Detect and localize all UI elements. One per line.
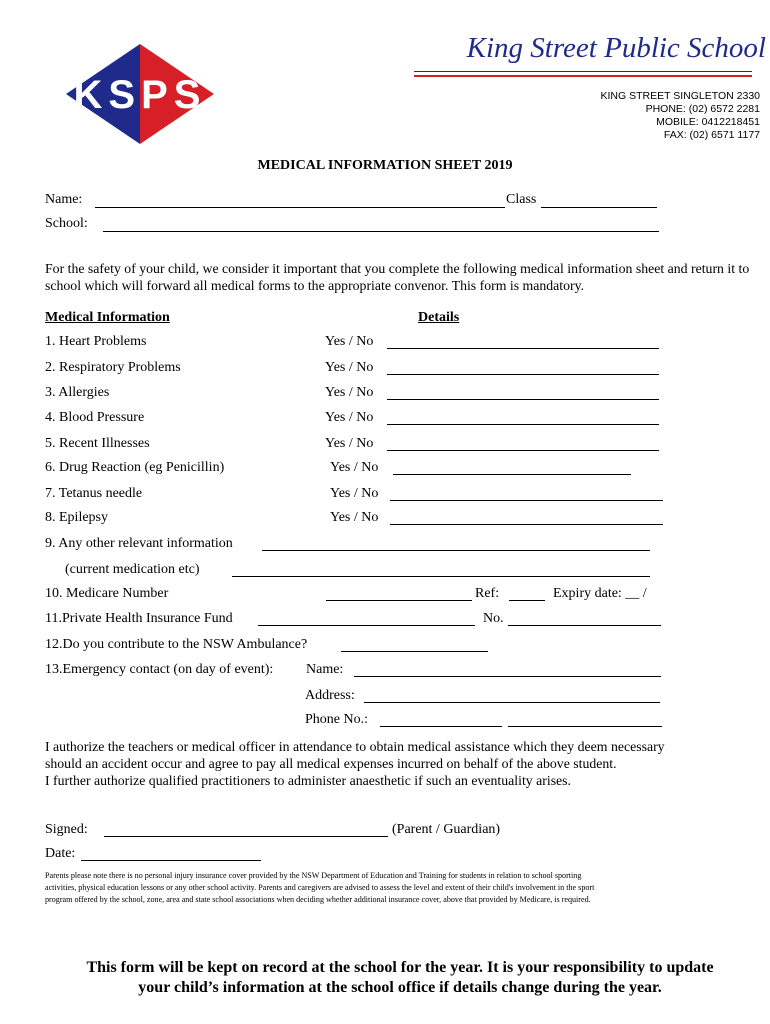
footer-line: your child’s information at the school office if details change during the year.	[138, 979, 662, 996]
authorization-line: should an accident occur and agree to pay all medical expenses incurred on behalf of the above student.	[45, 756, 617, 771]
insurance-disclaimer	[45, 870, 755, 906]
mobile-line: MOBILE: 0412218451	[656, 116, 760, 128]
disclaimer-line: program offered by the school, zone, area and state school associations when deciding whether additional insurance cover, above that provided by Medicare, is required.	[45, 895, 591, 904]
school-address	[601, 90, 761, 142]
ambulance-field[interactable]	[341, 651, 488, 652]
contact-name-field[interactable]	[354, 676, 661, 677]
medication-field[interactable]	[232, 576, 650, 577]
expiry-label[interactable]: Expiry date: __ /	[553, 586, 647, 601]
item-medicare: 10. Medicare Number	[45, 586, 169, 601]
item-blood-pressure: 4. Blood Pressure	[45, 410, 145, 425]
school-name: King Street Public School	[466, 32, 766, 64]
name-label: Name:	[45, 192, 83, 207]
signature-field[interactable]	[104, 836, 388, 837]
authorization-line: I authorize the teachers or medical officer in attendance to obtain medical assistance which they deem necessary	[45, 739, 665, 754]
details-heading: Details	[418, 310, 460, 325]
medical-info-heading: Medical Information	[45, 310, 170, 325]
contact-phone-field-2[interactable]	[508, 726, 662, 727]
logo-text: KSPS	[73, 73, 207, 117]
details-field[interactable]	[387, 399, 659, 400]
yes-no[interactable]: Yes / No	[330, 510, 379, 525]
yes-no[interactable]: Yes / No	[325, 410, 374, 425]
header-rule-red	[414, 75, 752, 77]
details-field[interactable]	[390, 500, 663, 501]
date-label: Date:	[45, 846, 76, 861]
details-field[interactable]	[387, 348, 659, 349]
item-respiratory: 2. Respiratory Problems	[45, 360, 181, 375]
details-field[interactable]	[387, 374, 659, 375]
details-field[interactable]	[390, 524, 663, 525]
other-info-field[interactable]	[262, 550, 650, 551]
yes-no[interactable]: Yes / No	[325, 334, 374, 349]
details-field[interactable]	[393, 474, 631, 475]
fund-number-field[interactable]	[508, 625, 661, 626]
item-recent-illnesses: 5. Recent Illnesses	[45, 436, 150, 451]
authorization-text	[45, 738, 665, 789]
ref-field[interactable]	[509, 600, 545, 601]
yes-no[interactable]: Yes / No	[325, 436, 374, 451]
yes-no[interactable]: Yes / No	[330, 486, 379, 501]
item-tetanus: 7. Tetanus needle	[45, 486, 143, 501]
contact-phone-label: Phone No.:	[305, 712, 368, 727]
class-label: Class	[506, 192, 537, 207]
school-logo	[66, 44, 214, 144]
fax-line: FAX: (02) 6571 1177	[663, 129, 760, 141]
class-field[interactable]	[541, 207, 657, 208]
phone-line: PHONE: (02) 6572 2281	[645, 103, 760, 115]
yes-no[interactable]: Yes / No	[330, 460, 379, 475]
contact-address-label: Address:	[305, 688, 355, 703]
disclaimer-line: Parents please note there is no personal injury insurance cover provided by the NSW Department of Education and Training for students in relation to school sporting	[45, 871, 582, 880]
header-rule-blue	[414, 71, 752, 72]
details-field[interactable]	[387, 424, 659, 425]
fund-number-label: No.	[483, 611, 504, 626]
contact-name-label: Name:	[306, 662, 344, 677]
yes-no[interactable]: Yes / No	[325, 385, 374, 400]
item-drug-reaction: 6. Drug Reaction (eg Penicillin)	[45, 460, 225, 475]
school-label: School:	[45, 216, 88, 231]
footer-notice	[0, 958, 770, 998]
ref-label: Ref:	[475, 586, 500, 601]
item-allergies: 3. Allergies	[45, 385, 110, 400]
health-fund-field[interactable]	[258, 625, 475, 626]
item-current-medication: (current medication etc)	[65, 562, 200, 577]
item-epilepsy: 8. Epilepsy	[45, 510, 108, 525]
contact-address-field[interactable]	[364, 702, 660, 703]
school-field[interactable]	[103, 231, 659, 232]
item-heart: 1. Heart Problems	[45, 334, 147, 349]
footer-line: This form will be kept on record at the school for the year. It is your responsibility to update	[86, 959, 714, 976]
signed-label: Signed:	[45, 822, 88, 837]
item-other-info: 9. Any other relevant information	[45, 536, 233, 551]
date-field[interactable]	[81, 860, 261, 861]
medicare-number-field[interactable]	[326, 600, 472, 601]
authorization-line: I further authorize qualified practitioners to administer anaesthetic if such an eventuality arises.	[45, 773, 571, 788]
item-emergency-contact: 13.Emergency contact (on day of event):	[45, 662, 274, 677]
intro-text: For the safety of your child, we consider it important that you complete the following medical information sheet and return it to school which will forward all medical forms to the appropriate convenor. This form is mandatory.	[45, 261, 750, 293]
disclaimer-line: activities, physical education lessons or any other school activity. Parents and caregivers are advised to assess the level and extent of their child's involvement in the sport	[45, 883, 595, 892]
contact-phone-field[interactable]	[380, 726, 502, 727]
details-field[interactable]	[387, 450, 659, 451]
item-ambulance: 12.Do you contribute to the NSW Ambulance?	[45, 637, 308, 652]
yes-no[interactable]: Yes / No	[325, 360, 374, 375]
form-title: MEDICAL INFORMATION SHEET 2019	[257, 158, 513, 173]
item-health-fund: 11.Private Health Insurance Fund	[45, 611, 233, 626]
address-line: KING STREET SINGLETON 2330	[600, 90, 760, 102]
guardian-label: (Parent / Guardian)	[392, 822, 501, 837]
name-field[interactable]	[95, 207, 505, 208]
